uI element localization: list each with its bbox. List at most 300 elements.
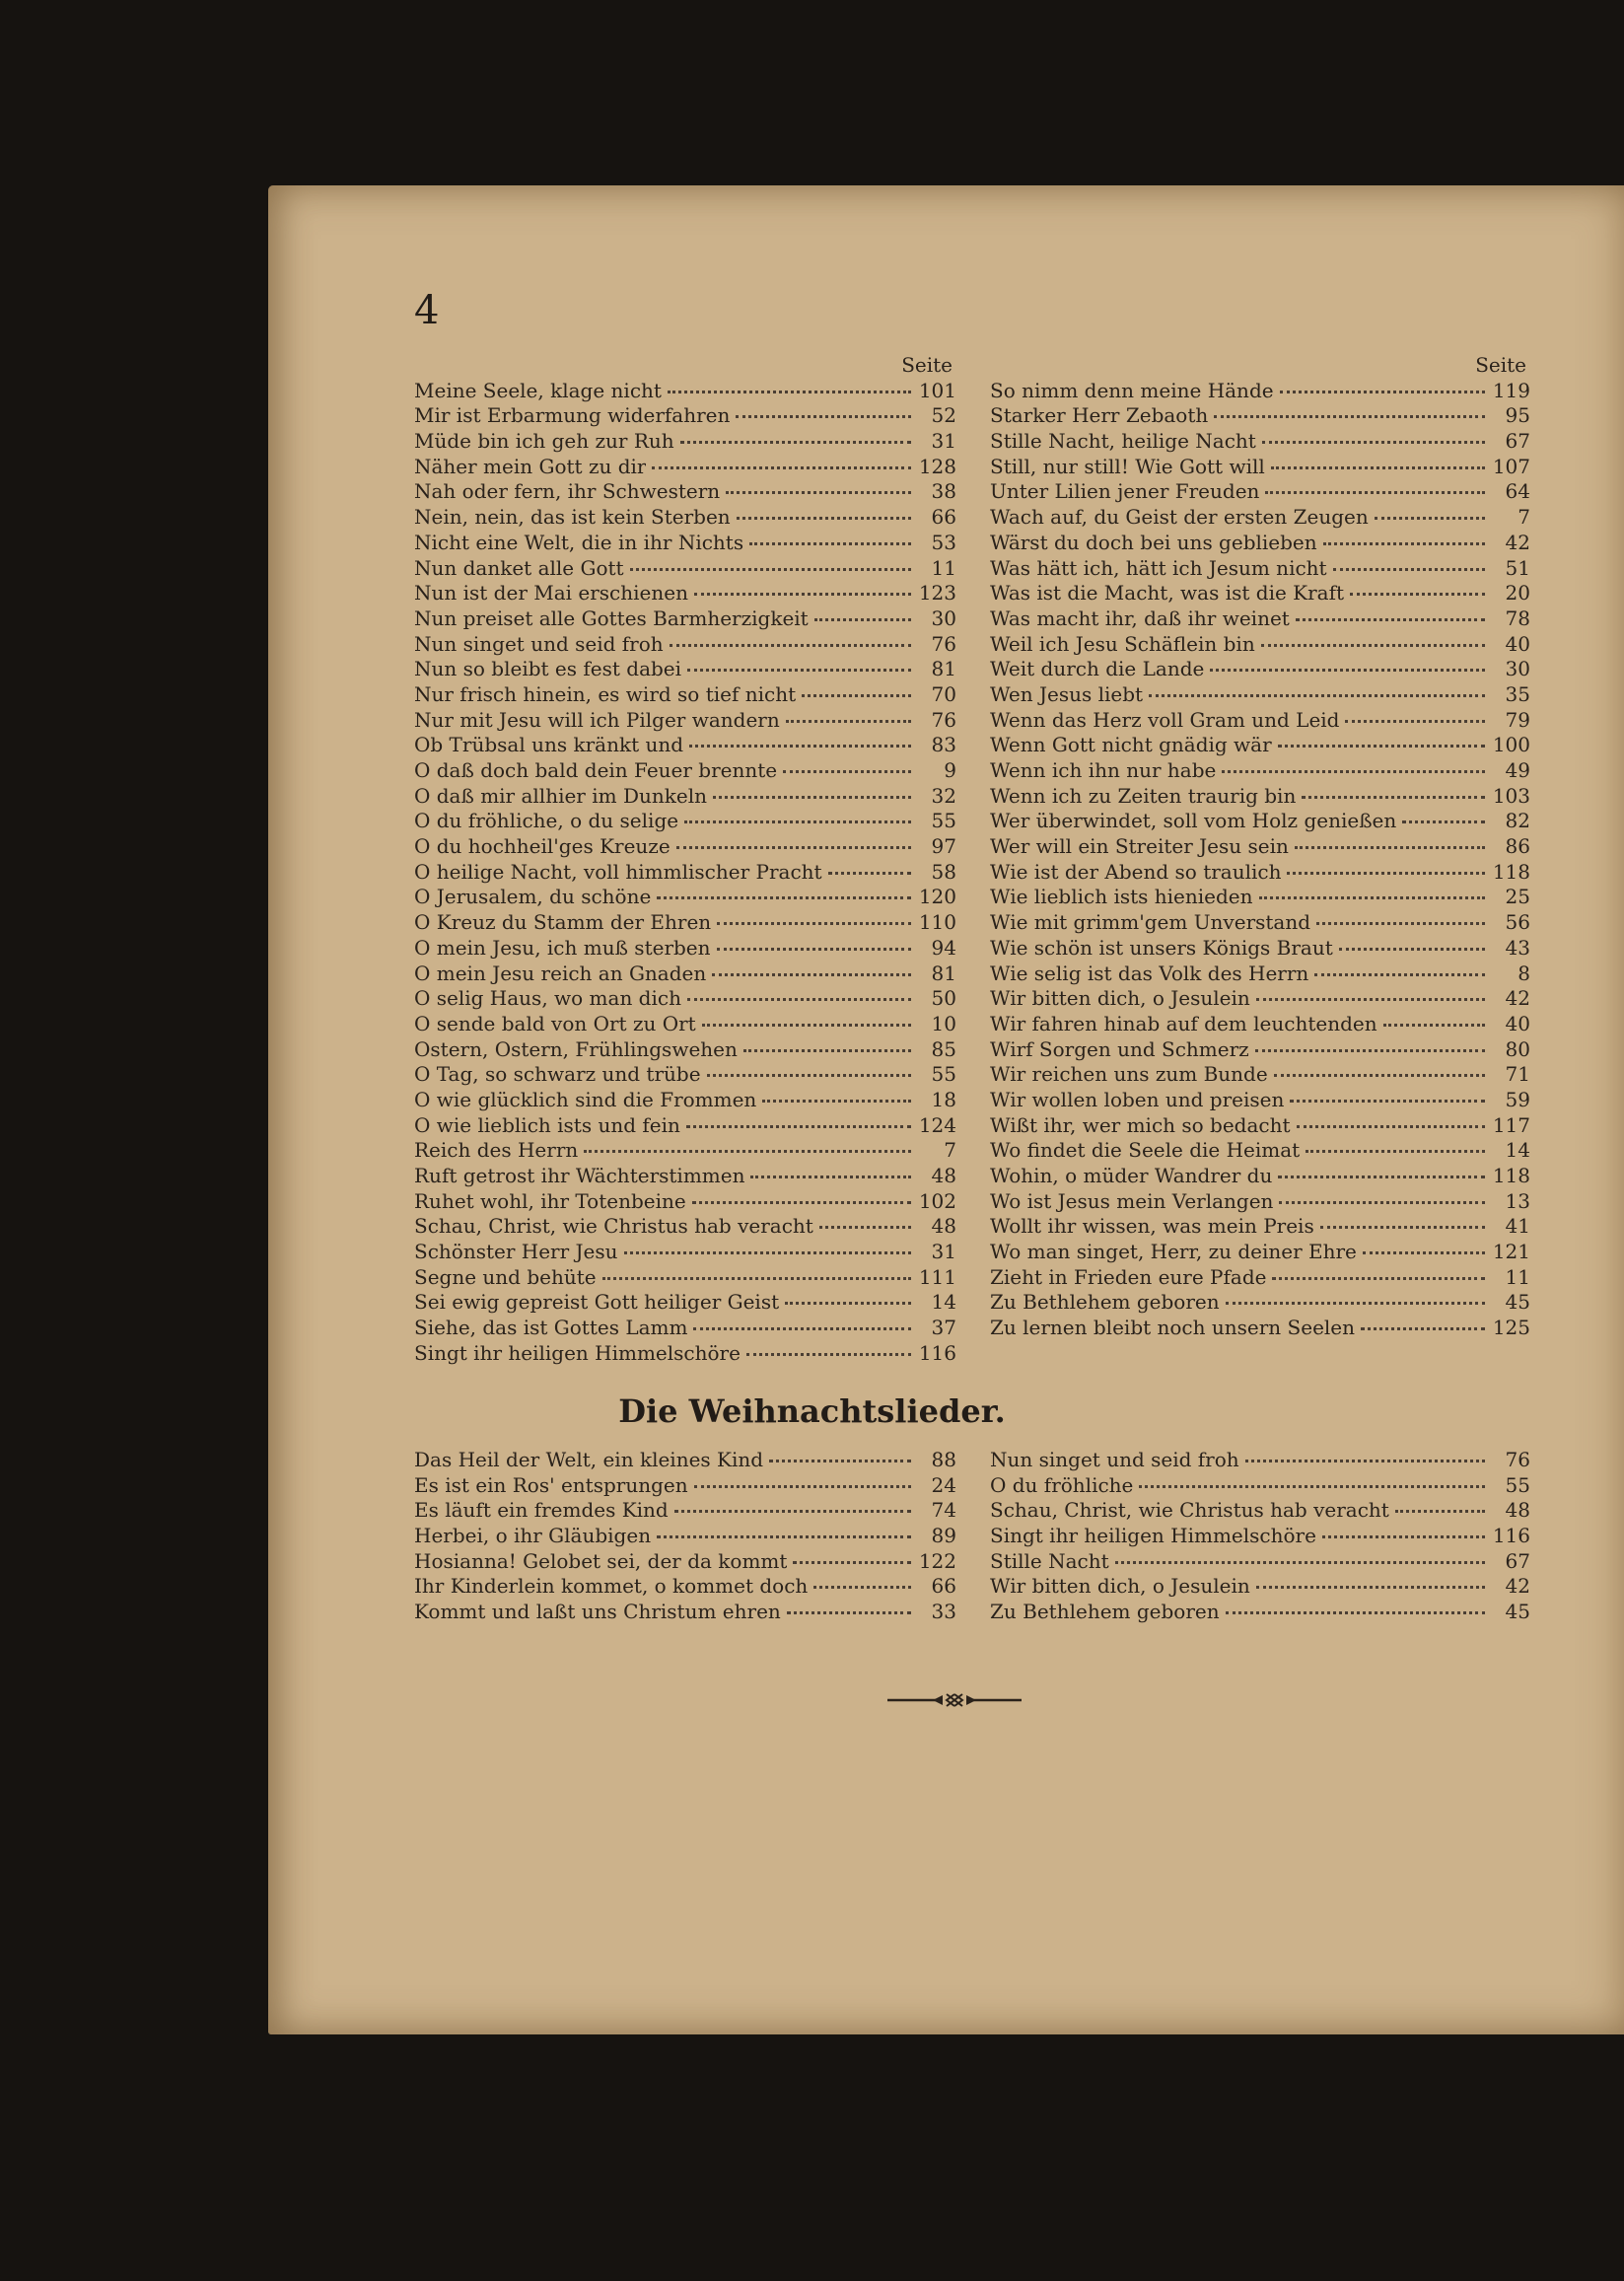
entry-title: Wenn ich ihn nur habe (990, 758, 1217, 782)
toc-entry (990, 1062, 1530, 1088)
entry-title: Stille Nacht, heilige Nacht (990, 429, 1256, 454)
entry-title: Müde bin ich geh zur Ruh (414, 429, 674, 454)
entry-page-number: 24 (931, 1472, 956, 1497)
dot-leader (1271, 466, 1485, 469)
entry-page-number: 119 (1492, 378, 1530, 402)
toc-entry (990, 1138, 1530, 1164)
entry-page-number: 94 (931, 935, 956, 960)
toc-entry (990, 657, 1530, 682)
entry-title: O du hochheil'ges Kreuze (414, 834, 671, 859)
entry-page-number: 120 (918, 885, 956, 909)
toc-entry (990, 885, 1530, 910)
entry-page-number: 14 (1505, 1138, 1530, 1163)
entry-title: Nein, nein, das ist kein Sterben (414, 505, 731, 530)
entry-page-number: 118 (1492, 1164, 1530, 1187)
toc-entry (990, 403, 1530, 429)
toc-list-left (414, 379, 956, 1367)
dot-leader (1323, 542, 1485, 545)
toc-entry (990, 682, 1530, 708)
toc-entry (414, 809, 956, 834)
toc-entry (990, 479, 1530, 505)
entry-page-number: 37 (931, 1316, 956, 1340)
entry-title: Wen Jesus liebt (990, 681, 1144, 706)
entry-page-number: 38 (931, 479, 956, 504)
dot-leader (1297, 1125, 1485, 1128)
entry-page-number: 83 (931, 733, 956, 757)
entry-title: Siehe, das ist Gottes Lamm (414, 1316, 688, 1340)
entry-title: Herbei, o ihr Gläubigen (414, 1524, 652, 1548)
entry-page-number: 45 (1505, 1290, 1530, 1315)
entry-title: O mein Jesu, ich muß sterben (414, 935, 711, 960)
toc-entry (990, 1549, 1530, 1575)
dot-leader (684, 820, 911, 823)
dot-leader (749, 542, 911, 545)
section-title: Die Weihnachtslieder. (618, 1392, 1006, 1430)
dot-leader (657, 1535, 911, 1538)
entry-page-number: 86 (1505, 834, 1530, 859)
entry-page-number: 116 (1492, 1524, 1530, 1548)
entry-page-number: 76 (1505, 1448, 1530, 1471)
entry-title: Zu Bethlehem geboren (990, 1600, 1220, 1624)
toc-entry (990, 1012, 1530, 1037)
entry-title: Hosianna! Gelobet sei, der da kommt (414, 1548, 788, 1573)
toc-entry (414, 606, 956, 632)
entry-page-number: 20 (1505, 581, 1530, 606)
toc-entry (414, 581, 956, 606)
toc-entry (414, 455, 956, 480)
entry-page-number: 124 (918, 1112, 956, 1137)
toc-entry (414, 1012, 956, 1037)
toc-entry (414, 860, 956, 886)
entry-title: O du fröhliche (990, 1472, 1134, 1497)
toc-entry (990, 860, 1530, 886)
christmas-left-column (414, 1448, 956, 1625)
toc-entry (990, 784, 1530, 810)
entry-title: Es ist ein Ros' entsprungen (414, 1472, 688, 1497)
entry-page-number: 45 (1505, 1600, 1530, 1624)
dot-leader (1256, 998, 1485, 1001)
column-header: Seite (1475, 353, 1526, 377)
toc-entry (990, 556, 1530, 582)
toc-entry (414, 708, 956, 734)
toc-entry (990, 910, 1530, 936)
toc-entry (414, 784, 956, 810)
dot-leader (680, 441, 911, 444)
entry-page-number: 11 (1505, 1264, 1530, 1289)
dot-leader (712, 973, 911, 976)
toc-entry (990, 606, 1530, 632)
entry-title: Wir wollen loben und preisen (990, 1087, 1285, 1111)
entry-page-number: 118 (1492, 859, 1530, 884)
toc-entry (414, 834, 956, 860)
dot-leader (1262, 441, 1485, 444)
entry-page-number: 128 (918, 454, 956, 478)
dot-leader (1115, 1561, 1485, 1564)
dot-leader (694, 593, 911, 596)
dot-leader (769, 1460, 911, 1462)
dot-leader (1345, 720, 1485, 723)
dot-leader (1375, 517, 1485, 520)
dot-leader (736, 415, 911, 418)
dot-leader (1322, 1535, 1485, 1538)
dot-leader (652, 466, 911, 469)
dot-leader (670, 644, 911, 647)
entry-title: Schönster Herr Jesu (414, 1240, 618, 1264)
entry-title: Nur frisch hinein, es wird so tief nicht (414, 681, 797, 706)
toc-entry (990, 1498, 1530, 1524)
entry-page-number: 51 (1505, 555, 1530, 580)
entry-page-number: 7 (944, 1138, 956, 1163)
toc-entry (990, 1290, 1530, 1316)
entry-title: O Jerusalem, du schöne (414, 885, 652, 909)
entry-page-number: 95 (1505, 403, 1530, 428)
entry-title: Sei ewig gepreist Gott heiliger Geist (414, 1290, 780, 1315)
entry-title: Nun danket alle Gott (414, 555, 624, 580)
entry-title: Was ist die Macht, was ist die Kraft (990, 581, 1345, 606)
dot-leader (746, 1353, 911, 1356)
dot-leader (1395, 1510, 1485, 1513)
entry-page-number: 67 (1505, 1548, 1530, 1573)
dot-leader (1383, 1024, 1485, 1027)
entry-title: Singt ihr heiligen Himmelschöre (990, 1524, 1316, 1548)
toc-entry (990, 1600, 1530, 1625)
toc-entry (990, 758, 1530, 784)
entry-title: Schau, Christ, wie Christus hab veracht (990, 1498, 1389, 1523)
dot-leader (707, 1074, 911, 1077)
toc-entry (414, 1498, 956, 1524)
dot-leader (762, 1100, 911, 1103)
entry-page-number: 66 (931, 505, 956, 530)
dot-leader (687, 998, 911, 1001)
entry-page-number: 53 (931, 530, 956, 554)
entry-page-number: 7 (1518, 505, 1530, 530)
toc-entry (990, 936, 1530, 962)
dot-leader (726, 491, 911, 494)
toc-entry (414, 1240, 956, 1265)
dot-leader (1306, 1150, 1485, 1153)
entry-page-number: 11 (931, 555, 956, 580)
entry-page-number: 66 (931, 1574, 956, 1599)
entry-title: So nimm denn meine Hände (990, 378, 1274, 402)
dot-leader (584, 1150, 911, 1153)
toc-entry (414, 429, 956, 455)
toc-entry (414, 910, 956, 936)
dot-leader (813, 1586, 911, 1589)
dot-leader (630, 568, 911, 571)
entry-page-number: 58 (931, 859, 956, 884)
entry-title: Segne und behüte (414, 1264, 597, 1289)
entry-title: Wer will ein Streiter Jesu sein (990, 834, 1289, 859)
entry-page-number: 40 (1505, 1011, 1530, 1035)
dot-leader (1255, 1049, 1485, 1052)
toc-entry (990, 1164, 1530, 1189)
toc-entry (414, 1600, 956, 1625)
entry-page-number: 111 (918, 1264, 956, 1289)
toc-entry (414, 1062, 956, 1088)
toc-entry (414, 632, 956, 658)
entry-title: Zu lernen bleibt noch unsern Seelen (990, 1316, 1356, 1340)
dot-leader (624, 1251, 911, 1254)
toc-entry (990, 809, 1530, 834)
dot-leader (1302, 796, 1485, 799)
entry-title: Mir ist Erbarmung widerfahren (414, 403, 731, 428)
entry-page-number: 10 (931, 1011, 956, 1035)
entry-page-number: 41 (1505, 1214, 1530, 1239)
dot-leader (1226, 1302, 1485, 1305)
entry-title: Wärst du doch bei uns geblieben (990, 530, 1317, 554)
entry-title: Wo findet die Seele die Heimat (990, 1138, 1301, 1163)
toc-entry (990, 1214, 1530, 1240)
entry-title: Ihr Kinderlein kommet, o kommet doch (414, 1574, 809, 1599)
entry-page-number: 18 (931, 1087, 956, 1111)
toc-entry (990, 733, 1530, 758)
entry-title: Wo ist Jesus mein Verlangen (990, 1188, 1274, 1213)
entry-page-number: 88 (931, 1448, 956, 1471)
dot-leader (689, 745, 911, 748)
dot-leader (1402, 820, 1485, 823)
toc-entry (414, 1088, 956, 1113)
dot-leader (737, 517, 911, 520)
toc-entry (990, 1448, 1530, 1473)
dot-leader (1261, 644, 1485, 647)
toc-entry (414, 657, 956, 682)
entry-page-number: 70 (931, 681, 956, 706)
entry-title: Es läuft ein fremdes Kind (414, 1498, 669, 1523)
entry-page-number: 82 (1505, 809, 1530, 833)
entry-page-number: 43 (1505, 935, 1530, 960)
dot-leader (1363, 1251, 1485, 1254)
toc-entry (990, 1265, 1530, 1291)
entry-page-number: 110 (918, 910, 956, 935)
dot-leader (1339, 948, 1485, 951)
entry-title: O daß mir allhier im Dunkeln (414, 783, 707, 808)
entry-page-number: 35 (1505, 681, 1530, 706)
entry-title: Singt ihr heiligen Himmelschöre (414, 1340, 741, 1365)
entry-page-number: 125 (1492, 1316, 1530, 1340)
entry-title: Wie selig ist das Volk des Herrn (990, 961, 1309, 985)
entry-page-number: 121 (1492, 1240, 1530, 1264)
toc-entry (990, 632, 1530, 658)
toc-entry (414, 1290, 956, 1316)
entry-title: Kommt und laßt uns Christum ehren (414, 1600, 781, 1624)
dot-leader (1226, 1611, 1485, 1614)
toc-entry (990, 1088, 1530, 1113)
toc-entry (990, 581, 1530, 606)
entry-title: Weil ich Jesu Schäflein bin (990, 631, 1255, 656)
dot-leader (702, 1024, 911, 1027)
entry-page-number: 13 (1505, 1188, 1530, 1213)
dot-leader (694, 1485, 911, 1488)
entry-page-number: 56 (1505, 910, 1530, 935)
entry-page-number: 33 (931, 1600, 956, 1624)
toc-entry (414, 1214, 956, 1240)
dot-leader (1259, 896, 1485, 899)
entry-title: Nun preiset alle Gottes Barmherzigkeit (414, 606, 809, 630)
entry-page-number: 89 (931, 1524, 956, 1548)
dot-leader (793, 1561, 911, 1564)
dot-leader (717, 922, 911, 925)
entry-title: Reich des Herrn (414, 1138, 579, 1163)
entry-page-number: 85 (931, 1036, 956, 1061)
dot-leader (1139, 1485, 1485, 1488)
toc-entry (990, 379, 1530, 404)
entry-title: Zieht in Frieden eure Pfade (990, 1264, 1267, 1289)
toc-entry (414, 758, 956, 784)
dot-leader (783, 770, 911, 773)
entry-page-number: 76 (931, 631, 956, 656)
entry-page-number: 103 (1492, 783, 1530, 808)
entry-title: Wir bitten dich, o Jesulein (990, 986, 1250, 1011)
toc-entry (990, 1574, 1530, 1600)
entry-title: Ruhet wohl, ihr Totenbeine (414, 1188, 686, 1213)
toc-entry (414, 682, 956, 708)
entry-page-number: 32 (931, 783, 956, 808)
toc-entry (414, 1113, 956, 1139)
dot-leader (1245, 1460, 1485, 1462)
entry-page-number: 79 (1505, 707, 1530, 732)
entry-title: Nicht eine Welt, die in ihr Nichts (414, 530, 744, 554)
toc-entry (414, 962, 956, 987)
toc-entry (414, 1524, 956, 1549)
entry-title: Weit durch die Lande (990, 657, 1205, 681)
toc-entry (990, 708, 1530, 734)
entry-page-number: 74 (931, 1498, 956, 1523)
dot-leader (674, 1510, 911, 1513)
toc-entry (990, 1113, 1530, 1139)
toc-list-right (990, 379, 1530, 1341)
entry-page-number: 78 (1505, 606, 1530, 630)
toc-entry (414, 1189, 956, 1215)
page-number: 4 (414, 288, 440, 333)
dot-leader (1320, 1226, 1485, 1229)
entry-title: Wie ist der Abend so traulich (990, 859, 1282, 884)
entry-page-number: 40 (1505, 631, 1530, 656)
toc-entry (414, 1164, 956, 1189)
entry-title: Wo man singet, Herr, zu deiner Ehre (990, 1240, 1357, 1264)
ornament-divider-icon (885, 1688, 1024, 1712)
toc-entry (414, 1574, 956, 1600)
toc-entry (414, 936, 956, 962)
entry-page-number: 67 (1505, 429, 1530, 454)
entry-title: Wie schön ist unsers Königs Braut (990, 935, 1333, 960)
entry-title: Stille Nacht (990, 1548, 1109, 1573)
entry-title: O Tag, so schwarz und trübe (414, 1062, 701, 1087)
entry-title: Nun ist der Mai erschienen (414, 581, 688, 606)
christmas-right-column (990, 1448, 1530, 1625)
entry-page-number: 14 (931, 1290, 956, 1315)
entry-title: Wie lieblich ists hienieden (990, 885, 1253, 909)
entry-title: Nah oder fern, ihr Schwestern (414, 479, 721, 504)
dot-leader (785, 1302, 911, 1305)
toc-entry (414, 479, 956, 505)
entry-title: O selig Haus, wo man dich (414, 986, 681, 1011)
dot-leader (676, 846, 911, 849)
entry-title: Wenn ich zu Zeiten traurig bin (990, 783, 1297, 808)
entry-page-number: 102 (918, 1188, 956, 1213)
toc-entry (414, 1473, 956, 1499)
dot-leader (1280, 391, 1485, 393)
dot-leader (1222, 770, 1485, 773)
entry-page-number: 55 (931, 1062, 956, 1087)
toc-entry (990, 505, 1530, 531)
entry-title: Starker Herr Zebaoth (990, 403, 1209, 428)
entry-page-number: 31 (931, 1240, 956, 1264)
column-header: Seite (901, 353, 953, 377)
toc-entry (414, 986, 956, 1012)
dot-leader (819, 1226, 911, 1229)
entry-title: O mein Jesu reich an Gnaden (414, 961, 707, 985)
dot-leader (1287, 872, 1485, 875)
entry-page-number: 97 (931, 834, 956, 859)
toc-entry (990, 986, 1530, 1012)
toc-entry (990, 1037, 1530, 1063)
dot-leader (1278, 745, 1485, 748)
entry-page-number: 52 (931, 403, 956, 428)
dot-leader (692, 1201, 911, 1204)
entry-title: O wie lieblich ists und fein (414, 1112, 680, 1137)
dot-leader (1265, 491, 1485, 494)
entry-title: Nur mit Jesu will ich Pilger wandern (414, 707, 780, 732)
toc-entry (990, 429, 1530, 455)
toc-entry (414, 379, 956, 404)
entry-page-number: 30 (1505, 657, 1530, 681)
dot-leader (1214, 415, 1485, 418)
entry-title: Zu Bethlehem geboren (990, 1290, 1220, 1315)
dot-leader (828, 872, 911, 875)
entry-title: O daß doch bald dein Feuer brennte (414, 758, 778, 782)
toc-left-column (414, 353, 956, 1367)
dot-leader (657, 896, 911, 899)
entry-page-number: 31 (931, 429, 956, 454)
entry-title: Wie mit grimm'gem Unverstand (990, 910, 1311, 935)
entry-page-number: 30 (931, 606, 956, 630)
entry-page-number: 122 (918, 1548, 956, 1573)
entry-page-number: 49 (1505, 758, 1530, 782)
entry-page-number: 100 (1492, 733, 1530, 757)
entry-page-number: 81 (931, 961, 956, 985)
entry-page-number: 50 (931, 986, 956, 1011)
dot-leader (1316, 922, 1485, 925)
toc-entry (414, 556, 956, 582)
entry-title: Ruft getrost ihr Wächterstimmen (414, 1164, 745, 1187)
dot-leader (687, 669, 911, 672)
entry-page-number: 48 (931, 1164, 956, 1187)
toc-entry (990, 1316, 1530, 1341)
entry-page-number: 59 (1505, 1087, 1530, 1111)
entry-title: Nun singet und seid froh (414, 631, 664, 656)
entry-title: Ob Trübsal uns kränkt und (414, 733, 684, 757)
entry-title: O wie glücklich sind die Frommen (414, 1087, 757, 1111)
dot-leader (1350, 593, 1485, 596)
dot-leader (1314, 973, 1485, 976)
dot-leader (750, 1176, 911, 1178)
entry-title: Wer überwindet, soll vom Holz genießen (990, 809, 1397, 833)
entry-title: Wenn Gott nicht gnädig wär (990, 733, 1272, 757)
dot-leader (717, 948, 911, 951)
dot-leader (1333, 568, 1485, 571)
entry-page-number: 64 (1505, 479, 1530, 504)
entry-title: Schau, Christ, wie Christus hab veracht (414, 1214, 813, 1239)
entry-page-number: 76 (931, 707, 956, 732)
toc-entry (990, 834, 1530, 860)
dot-leader (602, 1277, 911, 1280)
entry-page-number: 9 (944, 758, 956, 782)
toc-entry (414, 1316, 956, 1341)
dot-leader (1210, 669, 1485, 672)
entry-page-number: 123 (918, 581, 956, 606)
toc-entry (414, 1265, 956, 1291)
dot-leader (802, 694, 911, 697)
